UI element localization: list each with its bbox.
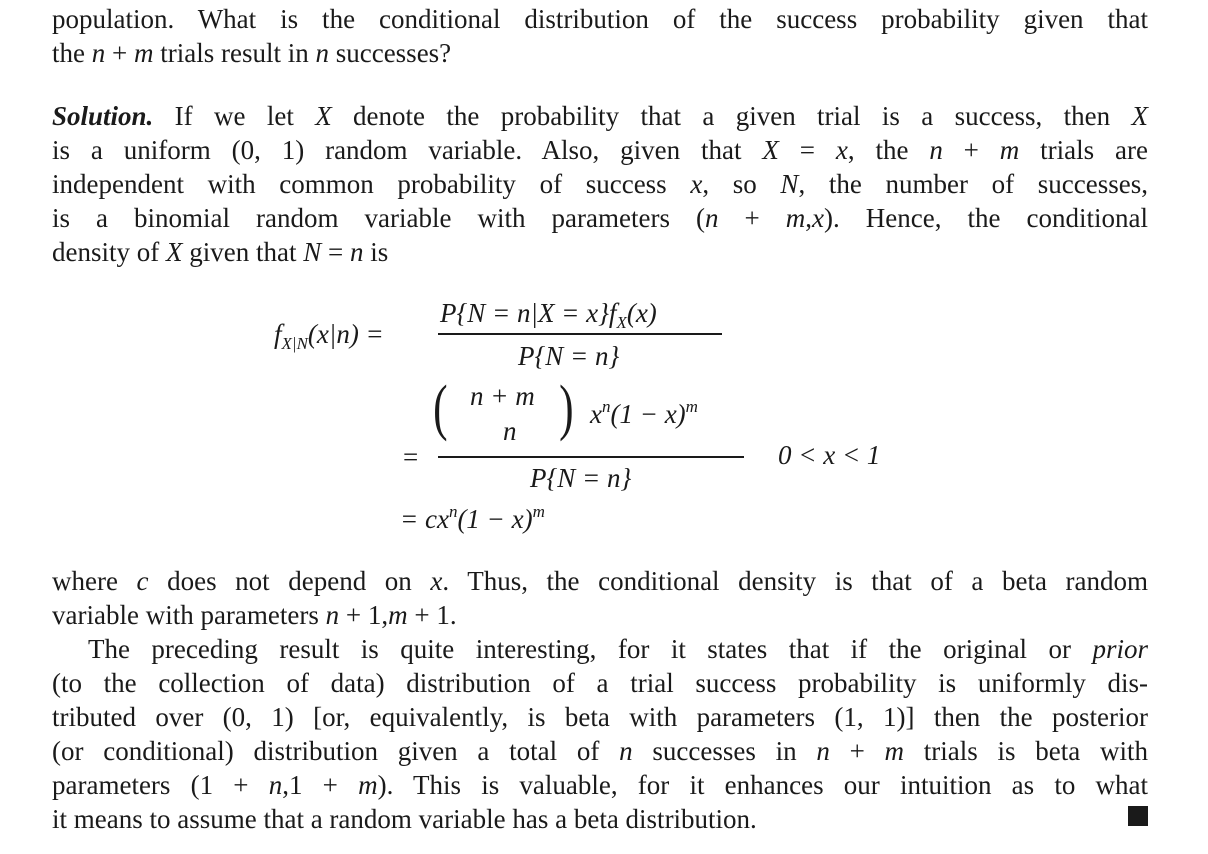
solution-line-4: is a binomial random variable with parameters (n + m,x). Hence, the conditional bbox=[52, 203, 1148, 233]
binomial-bottom: n bbox=[503, 416, 517, 446]
paragraph-2-line-1: The preceding result is quite interesting, for it states that if the original or prior bbox=[88, 634, 1148, 664]
solution-line-2: is a uniform (0, 1) random variable. Also, given that X = x, the n + m trials are bbox=[52, 135, 1148, 165]
equation-line-3: = $cx^n(1 - x)^m$ bbox=[400, 502, 545, 534]
end-of-proof-square bbox=[1128, 806, 1148, 826]
paragraph-2-line-3: tributed over (0, 1) [or, equivalently, is beta with parameters (1, 1)] then the posterior bbox=[52, 702, 1148, 732]
paragraph-2-line-6: it means to assume that a random variable has a beta distribution. bbox=[52, 804, 757, 834]
paragraph-2-line-4: (or conditional) distribution given a total of n successes in n + m trials is beta with bbox=[52, 736, 1148, 766]
equation-range: 0 < x < 1 bbox=[778, 440, 881, 470]
intro-line-2: the n + m trials result in n successes? bbox=[52, 38, 452, 68]
equation-lhs: $f_{X|N}(x|n)$ = bbox=[274, 319, 384, 353]
equals-sign-2: = bbox=[403, 442, 419, 472]
binomial-left-paren: ( bbox=[433, 374, 448, 442]
solution-line-1: Solution. If we let X denote the probability that a given trial is a success, then X bbox=[52, 101, 1149, 131]
paragraph-2-line-2: (to the collection of data) distribution of a trial success probability is uniformly dis- bbox=[52, 668, 1148, 698]
solution-line-5: density of X given that N = n is bbox=[52, 237, 389, 267]
solution-line-3: independent with common probability of success x, so N, the number of successes, bbox=[52, 169, 1148, 199]
intro-line-1: population. What is the conditional distribution of the success probability given that bbox=[52, 4, 1148, 34]
conclusion-line-2: variable with parameters n + 1,m + 1. bbox=[52, 600, 457, 630]
paragraph-2-line-5: parameters (1 + n,1 + m). This is valuable, for it enhances our intuition as to what bbox=[52, 770, 1149, 800]
fraction-bar-2 bbox=[438, 456, 744, 458]
binomial-right-paren: ) bbox=[559, 374, 574, 442]
solution-label: Solution. bbox=[52, 101, 154, 131]
fraction-bar-1 bbox=[438, 333, 722, 335]
binomial-top: n + m bbox=[470, 381, 535, 411]
equation-denominator-1: P{N = n} bbox=[518, 341, 620, 371]
equation-numerator-2: $x^n(1 - x)^m$ bbox=[590, 397, 698, 429]
equation-numerator-1: $P\{N = n|X = x\}f_X(x)$ bbox=[440, 298, 657, 332]
equation-denominator-2: P{N = n} bbox=[530, 463, 632, 493]
conclusion-line-1: where c does not depend on x. Thus, the conditional density is that of a beta random bbox=[52, 566, 1148, 596]
